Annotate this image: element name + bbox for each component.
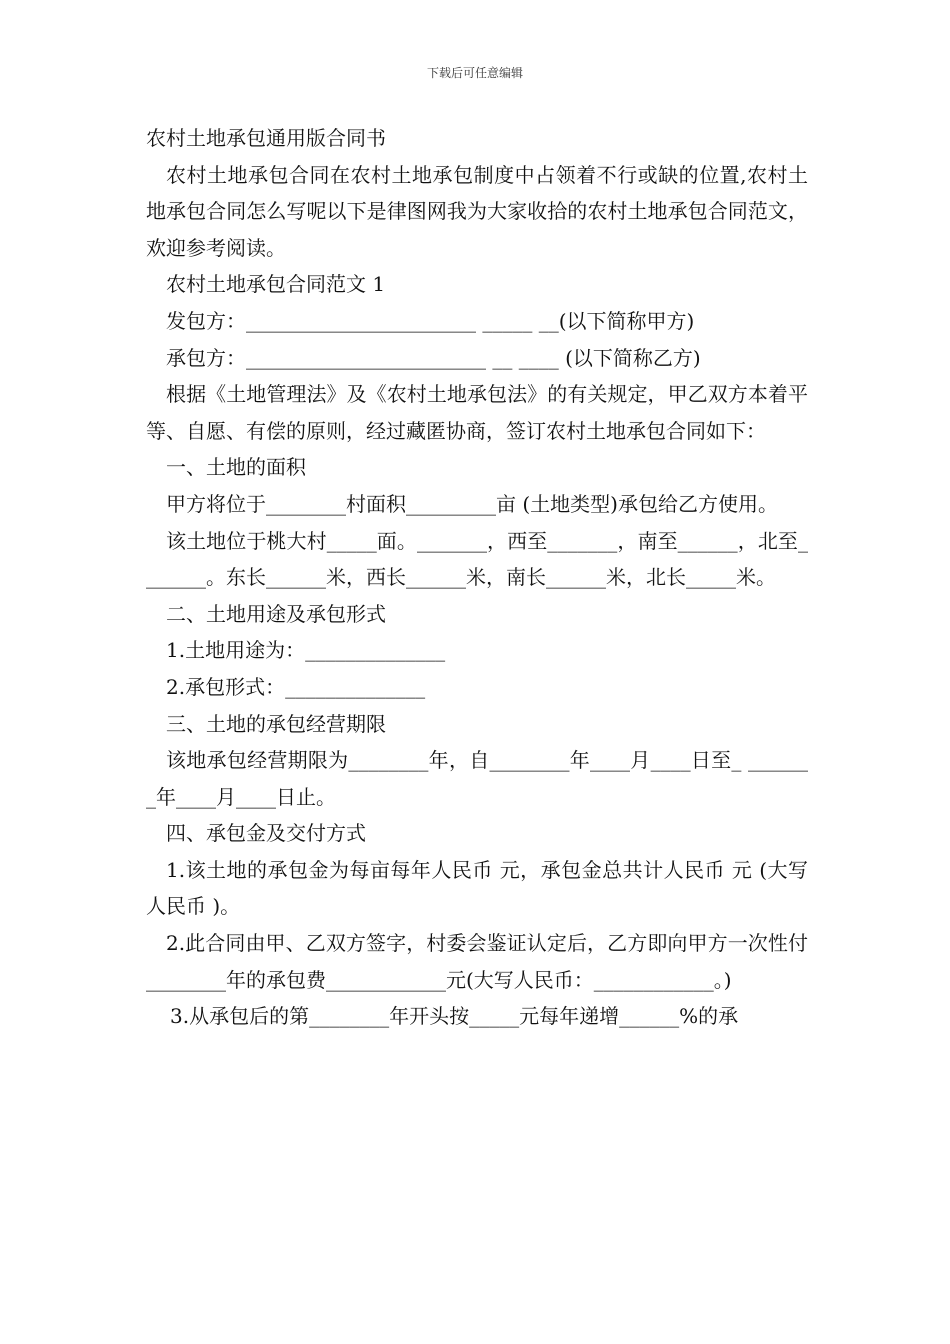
section-1-paragraph-1: 甲方将位于________村面积_________亩 (土地类型)承包给乙方使用。: [166, 491, 778, 516]
section-1-paragraph-2: 该土地位于桃大村_____面。_______，西至_______，南至______，北至_______。东长______米，西长______米，南长______米，北长_____米。: [146, 528, 808, 590]
document-title: 农村土地承包通用版合同书: [146, 126, 386, 150]
sample-title: 农村土地承包合同范文 1: [166, 272, 386, 297]
section-4-item-3: 3.从承包后的第________年开头按_____元每年递增______%的承: [170, 1004, 739, 1029]
basis-paragraph: 根据《土地管理法》及《农村土地承包法》的有关规定，甲乙双方本着平等、自愿、有偿的原则，经过藏匿协商，签订农村土地承包合同如下：: [146, 382, 808, 443]
page-header-note: 下载后可任意编辑: [426, 66, 523, 80]
section-3-paragraph: 该地承包经营期限为________年，自________年____月____日至_ _______年____月____日止。: [146, 748, 808, 809]
section-2-item-2: 2.承包形式：______________: [166, 674, 426, 699]
section-2-item-1: 1.土地用途为：______________: [166, 638, 446, 663]
document-body: [146, 120, 808, 1035]
section-1-title: 一、土地的面积: [166, 455, 306, 480]
party-b-line: 承包方：________________________ __ ____ (以下简称乙方): [166, 345, 701, 370]
intro-paragraph: 农村土地承包合同在农村土地承包制度中占领着不行或缺的位置,农村土地承包合同怎么写呢以下是律图网我为大家收拾的农村土地承包合同范文，欢迎参考阅读。: [146, 162, 808, 260]
section-4-title: 四、承包金及交付方式: [166, 821, 366, 846]
section-4-item-2: 2.此合同由甲、乙双方签字，村委会鉴证认定后，乙方即向甲方一次性付________年的承包费____________元(大写人民币：____________。): [146, 931, 808, 992]
section-4-item-1: 1.该土地的承包金为每亩每年人民币 元，承包金总共计人民币 元 (大写人民币 )。: [146, 857, 808, 919]
section-3-title: 三、土地的承包经营期限: [166, 711, 386, 736]
party-a-line: 发包方：_______________________ _____ __(以下简称甲方): [166, 308, 695, 333]
section-2-title: 二、土地用途及承包形式: [166, 601, 386, 626]
